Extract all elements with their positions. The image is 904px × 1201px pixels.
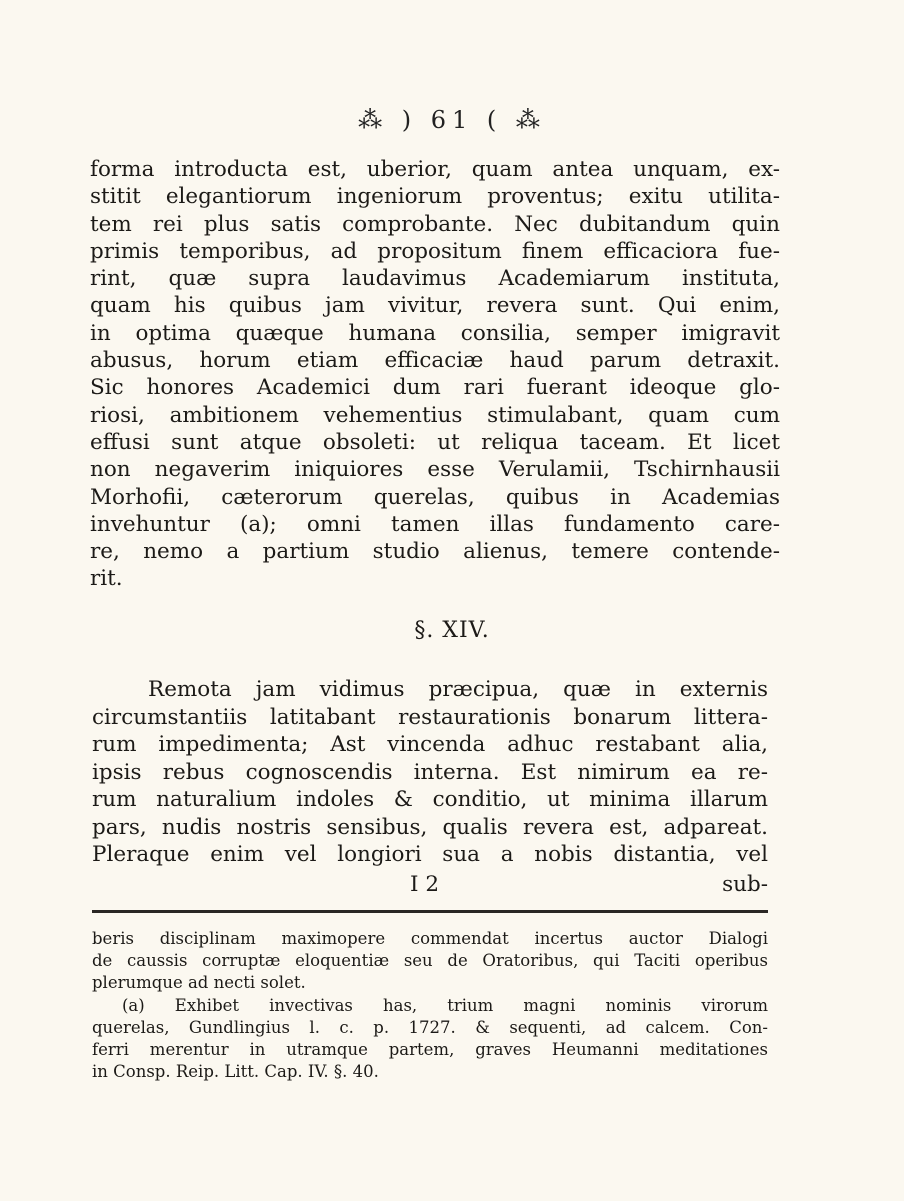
- text-line: rint, quæ supra laudavimus Academiarum instituta,: [90, 266, 780, 292]
- text-line: quam his quibus jam vivitur, revera sunt. Qui enim,: [90, 293, 780, 319]
- text-line: Pleraque enim vel longiori sua a nobis distantia, vel: [92, 842, 768, 867]
- signature-mark: I 2: [410, 872, 440, 897]
- text-line: stitit elegantiorum ingeniorum proventus; exitu utilita-: [90, 184, 780, 210]
- footnotes: [92, 928, 768, 1083]
- footnote-line: plerumque ad necti solet.: [92, 973, 306, 993]
- footnote-line: beris disciplinam maximopere commendat incertus auctor Dialogi: [92, 929, 768, 948]
- text-line: in optima quæque humana consilia, semper imigravit: [90, 320, 780, 346]
- paragraph-main: [90, 156, 780, 593]
- text-line: riosi, ambitionem vehementius stimulabant, quam cum: [90, 402, 780, 428]
- footnote-rule: [92, 910, 768, 913]
- text-line: tem rei plus satis comprobante. Nec dubitandum quin: [90, 211, 780, 237]
- section-heading: §. XIV.: [414, 618, 490, 643]
- text-line: pars, nudis nostris sensibus, qualis revera est, adpareat.: [92, 814, 768, 840]
- text-line: primis temporibus, ad propositum finem efficaciora fue-: [90, 238, 780, 264]
- text-line: Morhofii, cæterorum querelas, quibus in Academias: [90, 484, 780, 510]
- text-line: circumstantiis latitabant restaurationis bonarum littera-: [92, 704, 768, 730]
- footnote-line: ferri merentur in utramque partem, graves Heumanni meditationes: [92, 1040, 768, 1060]
- text-line: Remota jam vidimus præcipua, quæ in externis: [148, 677, 768, 702]
- footnote-line: de caussis corruptæ eloquentiæ seu de Oratoribus, qui Taciti operibus: [92, 951, 768, 971]
- text-line: Sic honores Academici dum rari fuerant ideoque glo-: [90, 375, 780, 401]
- text-line: forma introducta est, uberior, quam antea unquam, ex-: [90, 157, 780, 182]
- text-line: rit.: [90, 566, 123, 592]
- footnote-line: (a) Exhibet invectivas has, trium magni nominis virorum: [122, 995, 768, 1015]
- text-line: abusus, horum etiam efficaciæ haud parum detraxit.: [90, 348, 780, 374]
- text-line: rum naturalium indoles & conditio, ut minima illarum: [92, 787, 768, 812]
- text-line: effusi sunt atque obsoleti: ut reliqua taceam. Et licet: [90, 429, 780, 455]
- running-header: ⁂ ) 61 ( ⁂: [358, 106, 546, 134]
- text-line: rum impedimenta; Ast vincenda adhuc restabant alia,: [92, 732, 768, 757]
- catchword: sub-: [722, 872, 768, 897]
- paragraph-section: [92, 676, 768, 869]
- footnote-line: in Consp. Reip. Litt. Cap. IV. §. 40.: [92, 1062, 379, 1082]
- text-line: re, nemo a partium studio alienus, temere contende-: [90, 539, 780, 565]
- text-line: non negaverim iniquiores esse Verulamii, Tschirnhausii: [90, 457, 780, 483]
- text-line: invehuntur (a); omni tamen illas fundamento care-: [90, 511, 780, 537]
- footnote-line: querelas, Gundlingius l. c. p. 1727. & sequenti, ad calcem. Con-: [92, 1017, 768, 1037]
- text-line: ipsis rebus cognoscendis interna. Est nimirum ea re-: [92, 759, 768, 785]
